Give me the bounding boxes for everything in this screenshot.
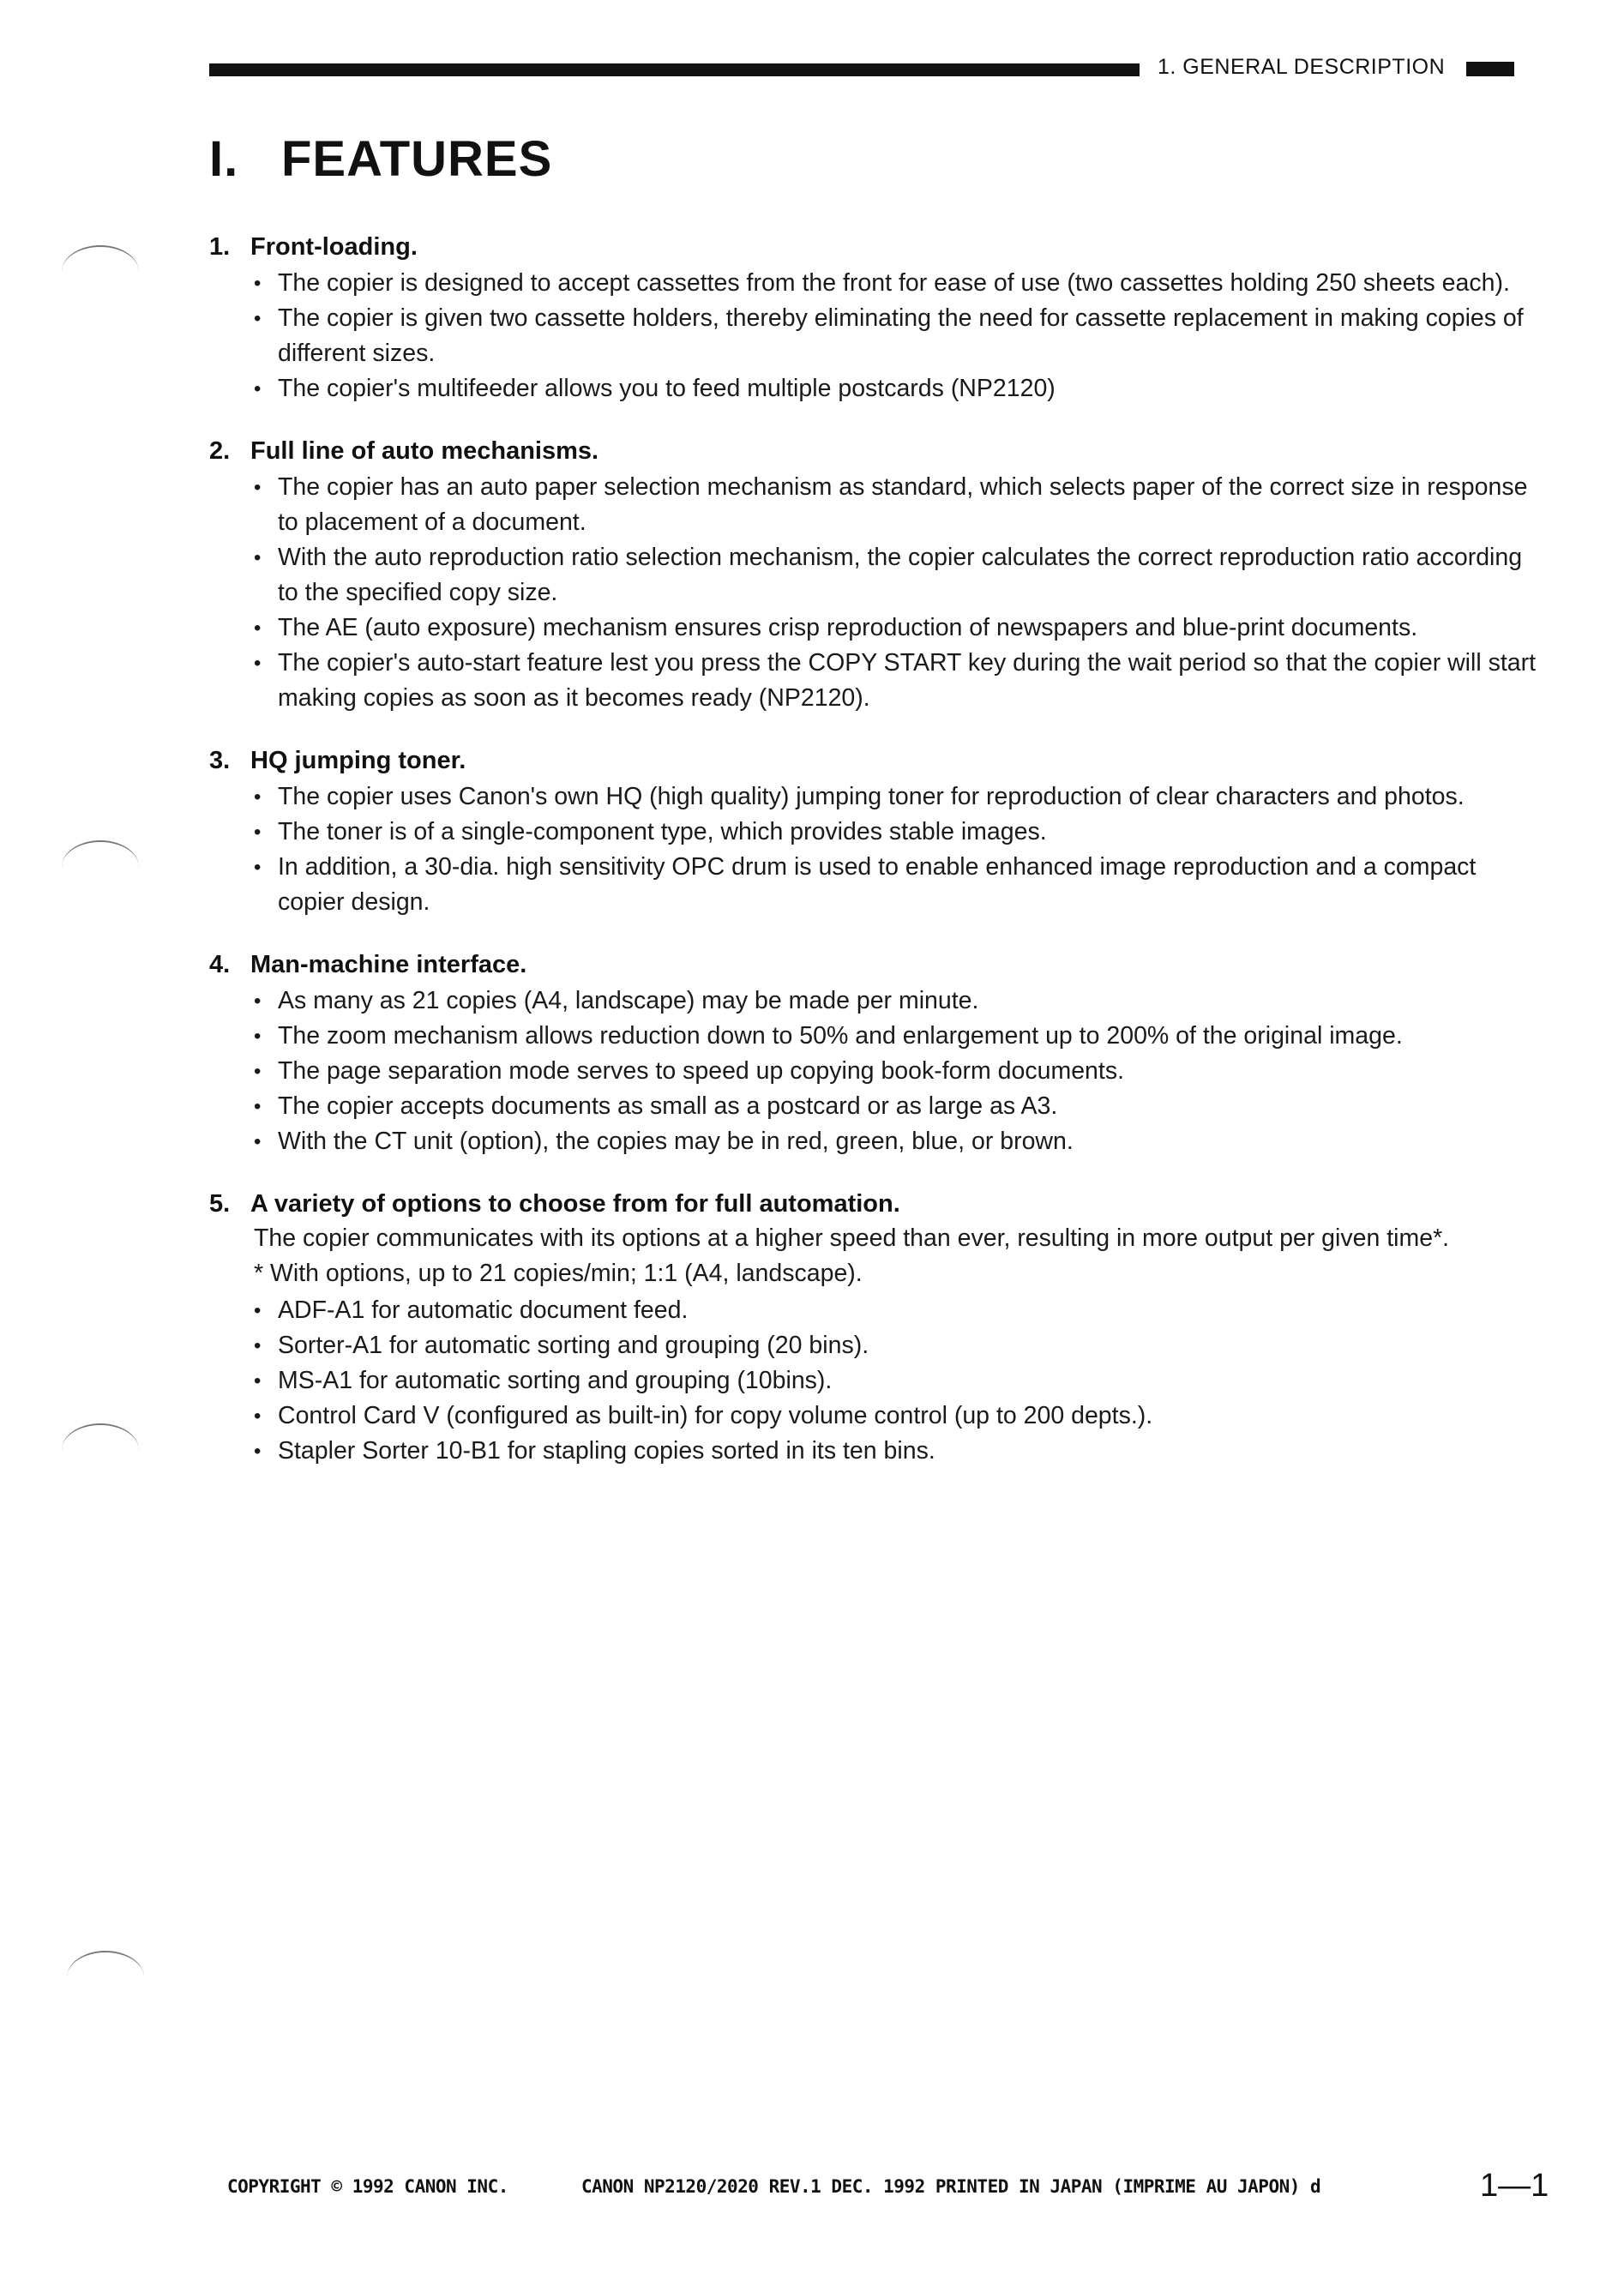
feature-heading-text: Front-loading. bbox=[250, 233, 418, 261]
bullet-item: • With the auto reproduction ratio selection mechanism, the copier calculates the correct reproduction ratio according to the specified copy size. bbox=[209, 540, 1547, 611]
running-title: 1. GENERAL DESCRIPTION bbox=[1158, 55, 1446, 79]
bullet-item: • The copier uses Canon's own HQ (high quality) jumping toner for reproduction of clear characters and photos. bbox=[209, 779, 1547, 815]
feature-item-interface bbox=[209, 947, 1547, 1159]
bullet-item: • The copier has an auto paper selection mechanism as standard, which selects paper of the correct size in response to placement of a document. bbox=[209, 470, 1547, 540]
feature-item-auto-mechanisms bbox=[209, 434, 1547, 716]
bullet-item: • Stapler Sorter 10-B1 for stapling copies sorted in its ten bins. bbox=[209, 1434, 1547, 1469]
feature-bullets bbox=[209, 984, 1547, 1159]
feature-heading bbox=[209, 1187, 1547, 1221]
punch-hole-mark bbox=[67, 1951, 144, 2004]
feature-paragraph: The copier communicates with its options at a higher speed than ever, resulting in more output per given time*. bbox=[254, 1224, 1450, 1252]
feature-heading bbox=[209, 434, 1547, 468]
bullet-item: • The copier is designed to accept cassettes from the front for ease of use (two cassettes holding 250 sheets each). bbox=[209, 266, 1547, 301]
bullet-item: • ADF-A1 for automatic document feed. bbox=[209, 1293, 1547, 1328]
feature-number: 4. bbox=[209, 951, 231, 978]
bullet-item: • Sorter-A1 for automatic sorting and grouping (20 bins). bbox=[209, 1328, 1547, 1363]
feature-bullets bbox=[209, 779, 1547, 920]
feature-heading-text: Man-machine interface. bbox=[250, 951, 527, 978]
section-number: I. bbox=[209, 131, 239, 187]
feature-footnote: * With options, up to 21 copies/min; 1:1 (A4, landscape). bbox=[254, 1260, 863, 1287]
bullet-item: • In addition, a 30-dia. high sensitivity OPC drum is used to enable enhanced image reproduction and a compact copier design. bbox=[209, 850, 1547, 920]
feature-bullets bbox=[209, 1293, 1547, 1469]
feature-heading bbox=[209, 947, 1547, 982]
punch-hole-mark bbox=[62, 245, 139, 298]
feature-heading-text: Full line of auto mechanisms. bbox=[250, 437, 599, 465]
feature-item-front-loading bbox=[209, 230, 1547, 406]
bullet-item: • MS-A1 for automatic sorting and grouping (10bins). bbox=[209, 1363, 1547, 1399]
feature-number: 2. bbox=[209, 437, 231, 465]
feature-number: 3. bbox=[209, 747, 231, 774]
header-rule bbox=[209, 63, 1140, 76]
feature-bullets bbox=[209, 266, 1547, 406]
bullet-item: • The page separation mode serves to speed up copying book-form documents. bbox=[209, 1054, 1547, 1089]
bullet-item: • The copier's multifeeder allows you to feed multiple postcards (NP2120) bbox=[209, 371, 1547, 406]
header-marker bbox=[1466, 62, 1514, 76]
footer-print-info: CANON NP2120/2020 REV.1 DEC. 1992 PRINTED IN JAPAN (IMPRIME AU JAPON) d bbox=[581, 2176, 1321, 2197]
footer-copyright: COPYRIGHT © 1992 CANON INC. bbox=[227, 2176, 508, 2197]
bullet-item: • The copier accepts documents as small as a postcard or as large as A3. bbox=[209, 1089, 1547, 1124]
page-number: 1—1 bbox=[1480, 2168, 1549, 2204]
bullet-item: • The copier is given two cassette holders, thereby eliminating the need for cassette replacement in making copies of different sizes. bbox=[209, 301, 1547, 371]
feature-bullets bbox=[209, 470, 1547, 716]
bullet-item: • The zoom mechanism allows reduction down to 50% and enlargement up to 200% of the original image. bbox=[209, 1019, 1547, 1054]
bullet-item: • With the CT unit (option), the copies may be in red, green, blue, or brown. bbox=[209, 1124, 1547, 1159]
bullet-item: • Control Card V (configured as built-in) for copy volume control (up to 200 depts.). bbox=[209, 1399, 1547, 1434]
bullet-item: • The copier's auto-start feature lest you press the COPY START key during the wait period so that the copier will start making copies as soon as it becomes ready (NP2120). bbox=[209, 646, 1547, 716]
feature-heading-text: HQ jumping toner. bbox=[250, 747, 466, 774]
punch-hole-mark bbox=[62, 840, 139, 893]
feature-item-hq-toner bbox=[209, 743, 1547, 920]
bullet-item: • The AE (auto exposure) mechanism ensures crisp reproduction of newspapers and blue-print documents. bbox=[209, 611, 1547, 646]
feature-number: 5. bbox=[209, 1190, 231, 1218]
punch-hole-mark bbox=[62, 1423, 139, 1477]
feature-item-options bbox=[209, 1187, 1547, 1469]
features-list bbox=[209, 230, 1547, 1496]
feature-heading-text: A variety of options to choose from for full automation. bbox=[250, 1190, 900, 1218]
feature-number: 1. bbox=[209, 233, 231, 261]
feature-heading bbox=[209, 230, 1547, 264]
feature-heading bbox=[209, 743, 1547, 778]
bullet-item: • The toner is of a single-component type, which provides stable images. bbox=[209, 815, 1547, 850]
section-title-text: FEATURES bbox=[281, 131, 553, 187]
section-title bbox=[209, 130, 552, 188]
bullet-item: • As many as 21 copies (A4, landscape) may be made per minute. bbox=[209, 984, 1547, 1019]
